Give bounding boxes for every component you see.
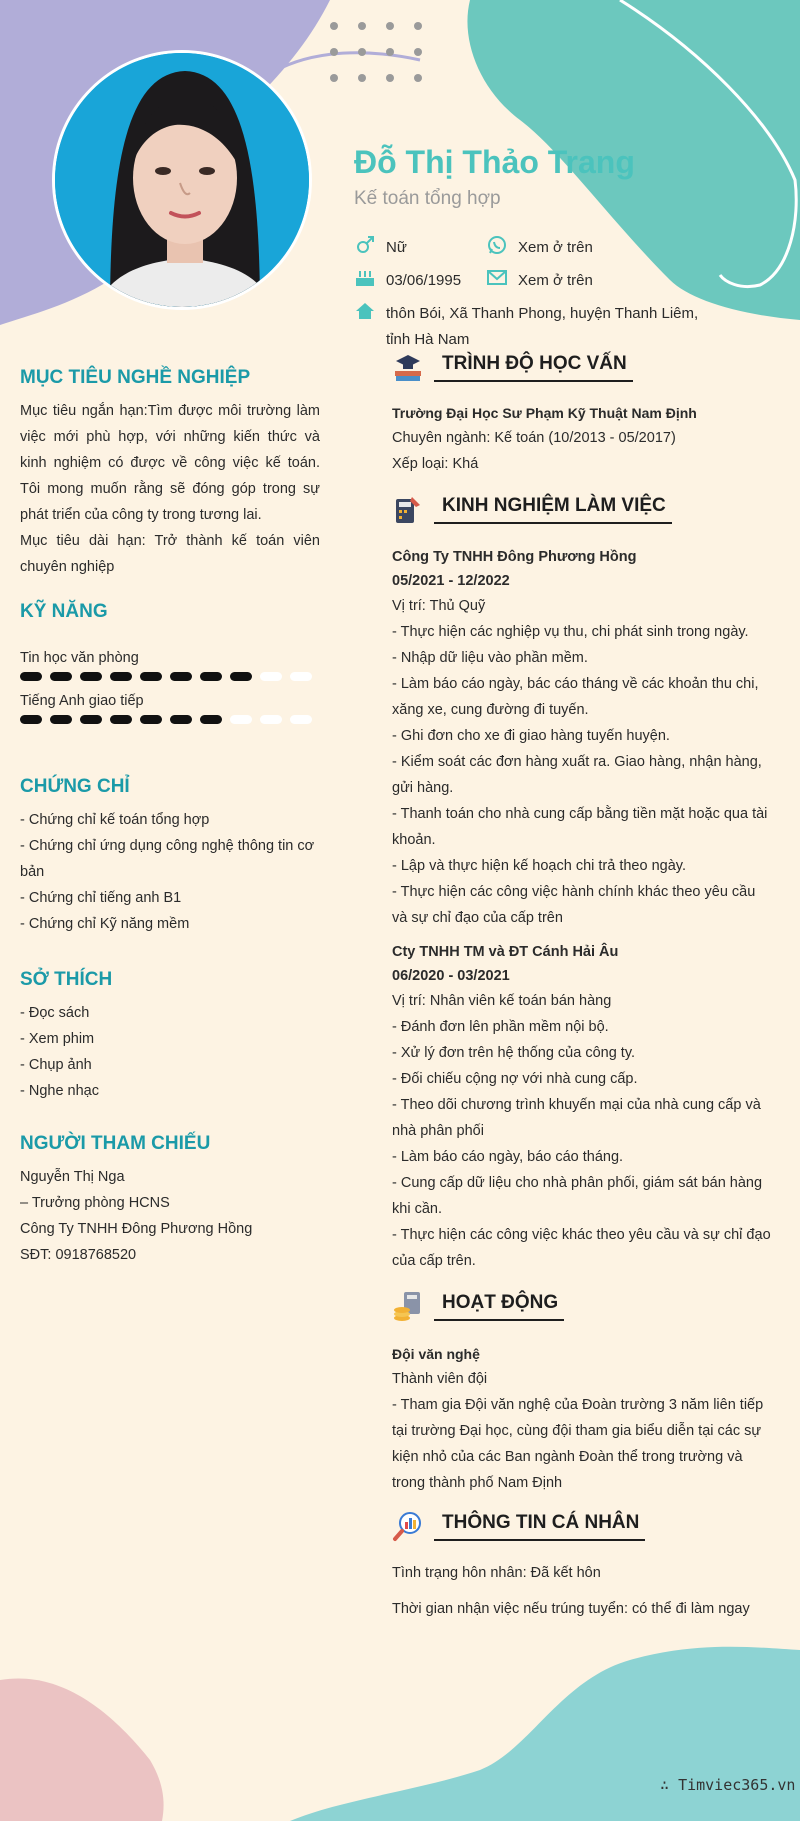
objective-section (20, 367, 320, 580)
certificate-item: - Chứng chỉ ứng dụng công nghệ thông tin cơ bản (20, 838, 315, 880)
magnifier-chart-icon (392, 1510, 424, 1542)
skill-segment-filled (170, 672, 192, 681)
job-company: Cty TNHH TM và ĐT Cánh Hải Âu (392, 944, 619, 960)
job-title: Kế toán tổng hợp (354, 188, 501, 209)
envelope-icon (486, 268, 508, 288)
certificates-title: CHỨNG CHỈ (20, 776, 130, 797)
skill-segment-filled (110, 672, 132, 681)
home-icon (354, 301, 376, 321)
activities-header (392, 1290, 564, 1322)
job-1 (392, 545, 772, 931)
activities-title: HOẠT ĐỘNG (434, 1292, 564, 1321)
hobbies-title: SỞ THÍCH (20, 969, 113, 990)
pink-shape (0, 1678, 164, 1821)
job-position: Vị trí: Nhân viên kế toán bán hàng (392, 993, 612, 1009)
certificates-section (20, 776, 320, 937)
personal-header (392, 1510, 645, 1542)
skill-segment-filled (80, 672, 102, 681)
job-duty: - Kiểm soát các đơn hàng xuất ra. Giao hàng, nhận hàng, gửi hàng. (392, 754, 762, 796)
skill-segment-empty (260, 715, 282, 724)
job-duty: - Thực hiện các công việc khác theo yêu cầu và sự chỉ đạo của cấp trên. (392, 1227, 771, 1269)
activity-org: Đội văn nghệ (392, 1346, 480, 1362)
skill-segment-filled (140, 715, 162, 724)
job-duty: - Thanh toán cho nhà cung cấp bằng tiền mặt hoặc qua tài khoản. (392, 806, 768, 848)
skill-item (20, 650, 320, 681)
job-period: 05/2021 - 12/2022 (392, 573, 510, 589)
skill-name: Tiếng Anh giao tiếp (20, 693, 144, 709)
cyan-shape (290, 1647, 800, 1821)
references-section (20, 1133, 320, 1268)
skill-segment-filled (110, 715, 132, 724)
skill-item (20, 693, 320, 724)
birthday-cake-icon (354, 268, 376, 288)
email-value[interactable]: Xem ở trên (518, 272, 593, 289)
skill-name: Tin học văn phòng (20, 650, 139, 666)
education-header (392, 351, 633, 383)
start-time: Thời gian nhận việc nếu trúng tuyển: có thể đi làm ngay (392, 1601, 750, 1617)
education-grade: Xếp loại: Khá (392, 456, 479, 472)
skill-segment-filled (200, 715, 222, 724)
email-row (486, 268, 593, 294)
job-duty: - Theo dõi chương trình khuyến mại của nhà cung cấp và nhà phân phối (392, 1097, 761, 1139)
graduation-books-icon (392, 351, 424, 383)
certificate-item: - Chứng chỉ tiếng anh B1 (20, 890, 182, 906)
job-duty: - Nhập dữ liệu vào phần mềm. (392, 650, 588, 666)
skill-segment-empty (230, 715, 252, 724)
phone-row (486, 235, 593, 261)
skill-segment-filled (230, 672, 252, 681)
hobby-item: - Đọc sách (20, 1005, 90, 1021)
objective-title: MỤC TIÊU NGHỀ NGHIỆP (20, 367, 251, 388)
job-duty: - Làm báo cáo ngày, báo cáo tháng. (392, 1149, 624, 1165)
personal-title: THÔNG TIN CÁ NHÂN (434, 1512, 645, 1541)
certificate-item: - Chứng chỉ Kỹ năng mềm (20, 916, 190, 932)
job-duty: - Làm báo cáo ngày, bác cáo tháng về các khoản thu chi, xăng xe, cung đường đi tuyến. (392, 676, 759, 718)
skill-level-bar (20, 672, 320, 681)
job-2 (392, 940, 772, 1274)
personal-section (392, 1560, 772, 1622)
reference-line: SĐT: 0918768520 (20, 1247, 137, 1263)
job-period: 06/2020 - 03/2021 (392, 968, 510, 984)
experience-header (392, 493, 672, 525)
job-position: Vị trí: Thủ Quỹ (392, 598, 486, 614)
skill-segment-filled (170, 715, 192, 724)
candidate-name: Đỗ Thị Thảo Trang (354, 144, 635, 180)
job-duty: - Xử lý đơn trên hệ thống của công ty. (392, 1045, 636, 1061)
marital-status: Tình trạng hôn nhân: Đã kết hôn (392, 1565, 601, 1581)
profile-photo (52, 50, 312, 310)
skills-title: KỸ NĂNG (20, 601, 108, 622)
activity-role: Thành viên đội (392, 1371, 488, 1387)
job-duty: - Đánh đơn lên phần mềm nội bộ. (392, 1019, 609, 1035)
whatsapp-phone-icon (486, 235, 508, 255)
coins-calculator-icon (392, 1290, 424, 1322)
calculator-work-icon (392, 493, 424, 525)
certificate-item: - Chứng chỉ kế toán tổng hợp (20, 812, 210, 828)
reference-line: Nguyễn Thị Nga (20, 1169, 125, 1185)
references-title: NGƯỜI THAM CHIẾU (20, 1133, 211, 1154)
hobby-item: - Nghe nhạc (20, 1083, 99, 1099)
skill-segment-filled (20, 672, 42, 681)
skill-segment-filled (50, 672, 72, 681)
skill-segment-empty (260, 672, 282, 681)
job-duty: - Đối chiếu cộng nợ với nhà cung cấp. (392, 1071, 638, 1087)
dob-row (354, 268, 461, 294)
brand-watermark (660, 1776, 795, 1794)
activities-section (392, 1342, 772, 1496)
education-major: Chuyên ngành: Kế toán (10/2013 - 05/2017) (392, 430, 676, 446)
gender-value: Nữ (386, 239, 407, 256)
skill-segment-empty (290, 715, 312, 724)
dob-value: 03/06/1995 (386, 272, 462, 289)
job-duty: - Cung cấp dữ liệu cho nhà phân phối, giám sát bán hàng khi cần. (392, 1175, 763, 1217)
activity-desc: - Tham gia Đội văn nghệ của Đoàn trường 3 năm liên tiếp tại trường Đại học, cùng đội tham gia biểu diễn tại các sự kiện nhỏ của các Ban ngành Đoàn thể trong trường và trong thành phố Nam Định (392, 1397, 764, 1491)
job-duty: - Thực hiện các nghiệp vụ thu, chi phát sinh trong ngày. (392, 624, 749, 640)
brand-text: Timviec365.vn (678, 1776, 796, 1794)
phone-value[interactable]: Xem ở trên (518, 239, 593, 256)
skill-segment-filled (200, 672, 222, 681)
gender-icon (354, 235, 376, 255)
address-value: thôn Bói, Xã Thanh Phong, huyện Thanh Liêm, tỉnh Hà Nam (386, 305, 699, 348)
hobbies-section (20, 969, 320, 1104)
job-company: Công Ty TNHH Đông Phương Hồng (392, 549, 637, 565)
skills-section (20, 601, 320, 724)
skill-segment-filled (20, 715, 42, 724)
reference-line: – Trưởng phòng HCNS (20, 1195, 170, 1211)
skill-segment-empty (290, 672, 312, 681)
job-duty: - Thực hiện các công việc hành chính khác theo yêu cầu và sự chỉ đạo của cấp trên (392, 884, 756, 926)
experience-title: KINH NGHIỆM LÀM VIỆC (434, 495, 672, 524)
skill-level-bar (20, 715, 320, 724)
job-duty: - Lập và thực hiện kế hoạch chi trả theo ngày. (392, 858, 686, 874)
job-duty: - Ghi đơn cho xe đi giao hàng tuyến huyện. (392, 728, 670, 744)
brand-dots-icon: ∴ (660, 1776, 679, 1794)
skill-segment-filled (140, 672, 162, 681)
hobby-item: - Chụp ảnh (20, 1057, 92, 1073)
address-row (354, 301, 698, 353)
dot-grid (330, 22, 422, 82)
objective-short-term: Mục tiêu ngắn hạn:Tìm được môi trường làm việc mới phù hợp, với những kiến thức và kinh nghiệm có được về công việc kế toán. Tôi mong muốn rằng sẽ đóng góp trong sự phát triển của công ty trong tương lai. (20, 403, 320, 523)
objective-long-term: Mục tiêu dài hạn: Trở thành kế toán viên chuyên nghiệp (20, 533, 320, 575)
school-name: Trường Đại Học Sư Phạm Kỹ Thuật Nam Định (392, 405, 697, 421)
reference-line: Công Ty TNHH Đông Phương Hồng (20, 1221, 253, 1237)
skill-segment-filled (80, 715, 102, 724)
education-title: TRÌNH ĐỘ HỌC VẤN (434, 353, 633, 382)
education-section (392, 401, 772, 477)
gender-row (354, 235, 407, 261)
skill-segment-filled (50, 715, 72, 724)
hobby-item: - Xem phim (20, 1031, 95, 1047)
